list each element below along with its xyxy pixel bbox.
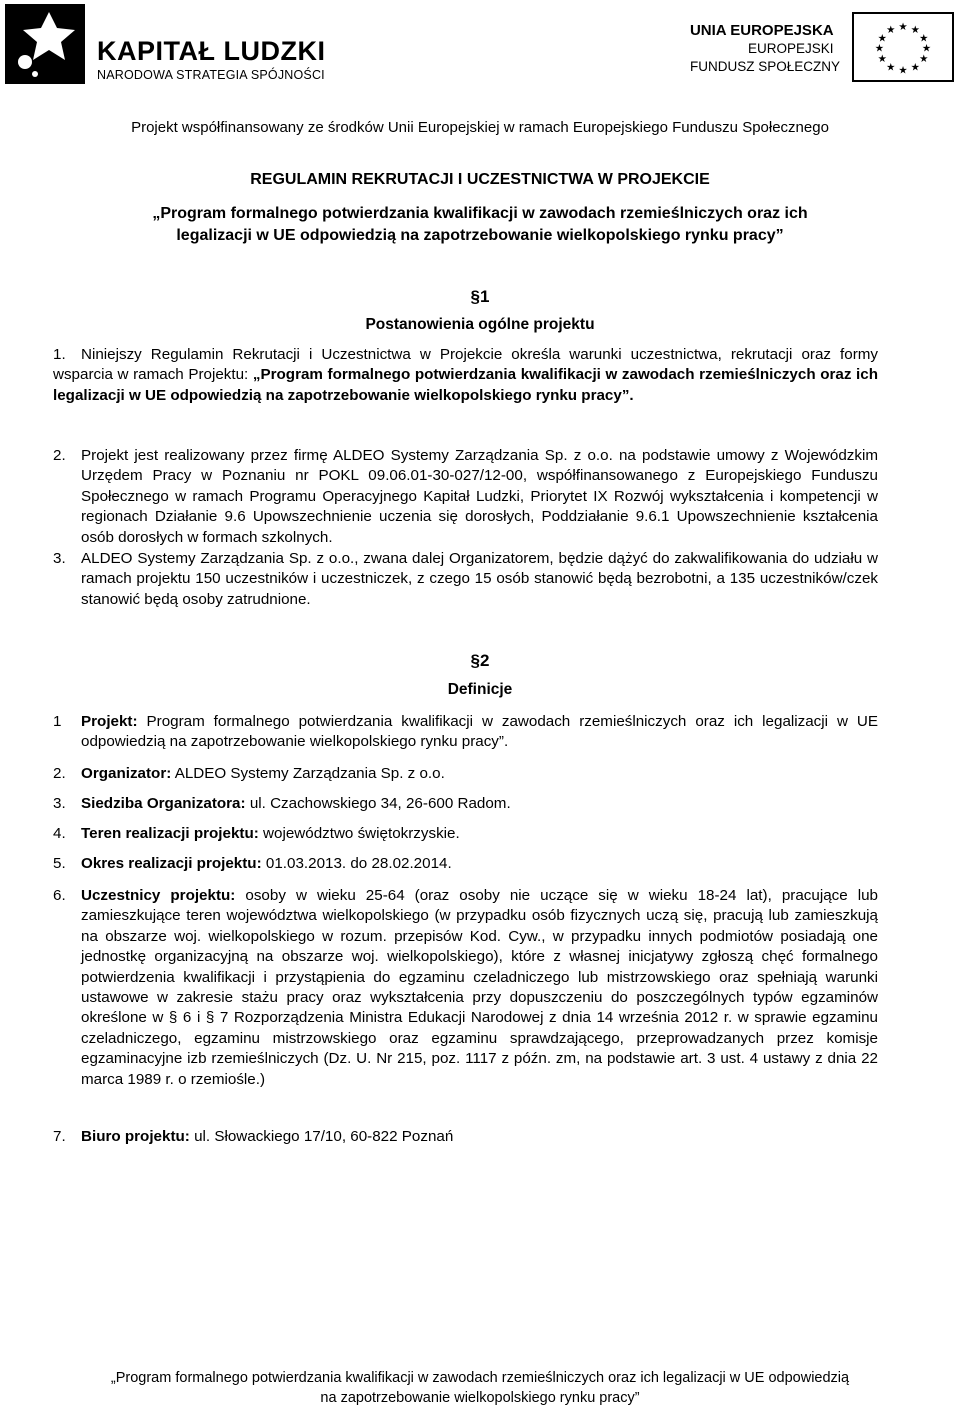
program-name: [0, 203, 960, 247]
item-text-bold: „Program formalnego potwierdzania kwalifikacji w zawodach rzemieślniczych oraz ich legalizacji w UE odpowiedzią na zapotrzebowanie wielkopolskiego rynku pracy”.: [53, 366, 878, 404]
definition-label: Biuro projektu:: [81, 1128, 190, 1145]
item-text: [81, 1127, 878, 1147]
item-text: [81, 712, 878, 753]
section-2-heading: Definicje: [447, 681, 513, 698]
item-text: [81, 886, 878, 1090]
definition-text: osoby w wieku 25-64 (oraz osoby nie uczące się w wieku 18-24 lat), pracujące lub zamieszkujące teren województwa wielkopolskiego (w przypadku osób fizycznych uczą się, pracują lub zamieszkują na obszarze woj. wielkopolskiego w rozum. przepisów Kod. Cyw., w przypadku innych podmiotów posiadają one jednostkę organizacyjną na obszarze woj. wielkopolskiego), które z własnej inicjatywy zgłoszą chęć formalnego potwierdzenia kwalifikacji i przystąpienia do egzaminu czeladniczego lub mistrzowskiego oraz spełniają warunki ustawowe w zakresie stażu pracy oraz wykształcenia przy dopuszczeniu do poszczególnych typów egzaminów określone w § 6 i § 7 Rozporządzenia Ministra Edukacji Narodowej z dnia 14 września 2012 r. w sprawie egzaminu czeladniczego, egzaminu mistrzowskiego oraz egzaminu sprawdzającego, przeprowadzanych przez komisje egzaminacyjne izb rzemieślniczych (Dz. U. Nr 215, poz. 1117 z późn. zm, na podstawie art. 3 ust. 4 ustawy z dnia 22 marca 1989 r. o rzemiośle.): [81, 887, 878, 1088]
section-sign: §: [470, 651, 480, 670]
svg-text:★: ★: [898, 21, 908, 34]
svg-text:★: ★: [886, 61, 896, 74]
item-number: 1: [53, 713, 62, 730]
kapital-ludzki-title: KAPITAŁ LUDZKI: [97, 36, 326, 66]
svg-text:★: ★: [919, 32, 929, 45]
definition-label: Projekt:: [81, 713, 138, 730]
definition-item: [53, 712, 878, 753]
eu-line-1: UNIA EUROPEJSKA: [689, 22, 834, 39]
list-item: [53, 549, 878, 610]
document-title: REGULAMIN REKRUTACJI I UCZESTNICTWA W PROJEKCIE: [250, 171, 710, 188]
svg-text:★: ★: [921, 42, 932, 55]
item-number: 5.: [53, 855, 66, 872]
section-number: 2: [480, 651, 490, 670]
item-number: 6.: [53, 887, 66, 904]
definition-text: ul. Słowackiego 17/10, 60-822 Poznań: [194, 1128, 454, 1145]
cofinancing-note: Projekt współfinansowany ze środków Unii Europejskiej w ramach Europejskiego Funduszu Społecznego: [131, 119, 829, 136]
definition-text: ALDEO Systemy Zarządzania Sp. z o.o.: [174, 765, 445, 782]
item-text: [81, 764, 878, 784]
definition-item: [53, 886, 878, 1090]
definition-label: Siedziba Organizatora:: [81, 795, 246, 812]
definition-label: Uczestnicy projektu:: [81, 887, 236, 904]
footer-line-1: „Program formalnego potwierdzania kwalifikacji w zawodach rzemieślniczych oraz ich legalizacji w UE odpowiedzią: [110, 1370, 850, 1386]
item-text: [81, 854, 878, 874]
eu-line-3: FUNDUSZ SPOŁECZNY: [689, 59, 840, 74]
eu-flag-icon: [852, 12, 954, 82]
section-1-number: [0, 287, 960, 307]
definition-text: ul. Czachowskiego 34, 26-600 Radom.: [249, 795, 511, 812]
section-number: 1: [480, 287, 490, 306]
definition-item: [53, 1127, 878, 1147]
program-name-line-1: „Program formalnego potwierdzania kwalifikacji w zawodach rzemieślniczych oraz ich: [152, 205, 808, 222]
eu-logo-text: [690, 22, 840, 76]
svg-text:★: ★: [910, 61, 920, 74]
list-item: [53, 345, 878, 406]
item-text-plain: Niniejszy Regulamin Rekrutacji i Uczestnictwa w Projekcie określa warunki uczestnictwa, rekrutacji oraz formy wsparcia w ramach Projektu:: [53, 346, 878, 384]
section-1-heading: Postanowienia ogólne projektu: [365, 316, 595, 333]
definition-label: Organizator:: [81, 765, 172, 782]
item-text: [81, 794, 878, 814]
item-text: Projekt jest realizowany przez firmę ALDEO Systemy Zarządzania Sp. z o.o. na podstawie umowy z Wojewódzkim Urzędem Pracy w Poznaniu nr POKL 09.06.01-30-027/12-00, współfinansowanego z Europejskiego Funduszu Społecznego w ramach Programu Operacyjnego Kapitał Ludzki, Priorytet IX Rozwój wykształcenia i kompetencji w regionach Działanie 9.6 Upowszechnienie uczenia się dorosłych, Poddziałanie 9.6.1 Upowszechnienie kształcenia osób dorosłych w formach szkolnych.: [81, 447, 878, 546]
svg-text:★: ★: [877, 32, 887, 45]
section-2-number: [0, 651, 960, 671]
item-text: [53, 345, 878, 406]
svg-text:★: ★: [874, 42, 885, 55]
definition-text: województwo świętokrzyskie.: [263, 825, 460, 842]
svg-text:★: ★: [898, 64, 908, 77]
svg-text:★: ★: [919, 53, 929, 66]
kapital-ludzki-emblem-icon: [5, 4, 85, 84]
page-footer: [0, 1368, 960, 1408]
definition-item: [53, 854, 878, 874]
definition-item: [53, 794, 878, 814]
footer-line-2: na zapotrzebowanie wielkopolskiego rynku pracy”: [320, 1390, 640, 1406]
item-number: 3.: [53, 795, 66, 812]
definition-label: Okres realizacji projektu:: [81, 855, 262, 872]
item-number: 7.: [53, 1128, 66, 1145]
definition-item: [53, 824, 878, 844]
list-item: [53, 446, 878, 548]
item-number: 4.: [53, 825, 66, 842]
svg-text:★: ★: [910, 23, 920, 36]
svg-text:★: ★: [886, 23, 896, 36]
eu-line-2: EUROPEJSKI: [747, 41, 834, 56]
definition-text: Program formalnego potwierdzania kwalifikacji w zawodach rzemieślniczych oraz ich legalizacji w UE odpowiedzią na zapotrzebowanie wielkopolskiego rynku pracy”.: [81, 713, 878, 751]
item-number: 3.: [53, 550, 66, 567]
definition-item: [53, 764, 878, 784]
kapital-ludzki-subtitle: NARODOWA STRATEGIA SPÓJNOŚCI: [97, 68, 325, 82]
program-name-line-2: legalizacji w UE odpowiedzią na zapotrzebowanie wielkopolskiego rynku pracy”: [176, 227, 784, 244]
definition-label: Teren realizacji projektu:: [81, 825, 259, 842]
section-sign: §: [470, 287, 480, 306]
definition-text: 01.03.2013. do 28.02.2014.: [265, 855, 452, 872]
item-text: [81, 824, 878, 844]
item-number: 2.: [53, 447, 66, 464]
svg-text:★: ★: [877, 53, 887, 66]
item-number: 1.: [53, 346, 66, 363]
item-text: ALDEO Systemy Zarządzania Sp. z o.o., zwana dalej Organizatorem, będzie dążyć do zakwalifikowania do udziału w ramach projektu 150 uczestników i uczestniczek, z czego 15 osób stanowić będą bezrobotni, a 135 uczestników/czek stanowić będą osoby zatrudnione.: [81, 550, 878, 608]
item-number: 2.: [53, 765, 66, 782]
kapital-ludzki-logo: [5, 4, 335, 84]
